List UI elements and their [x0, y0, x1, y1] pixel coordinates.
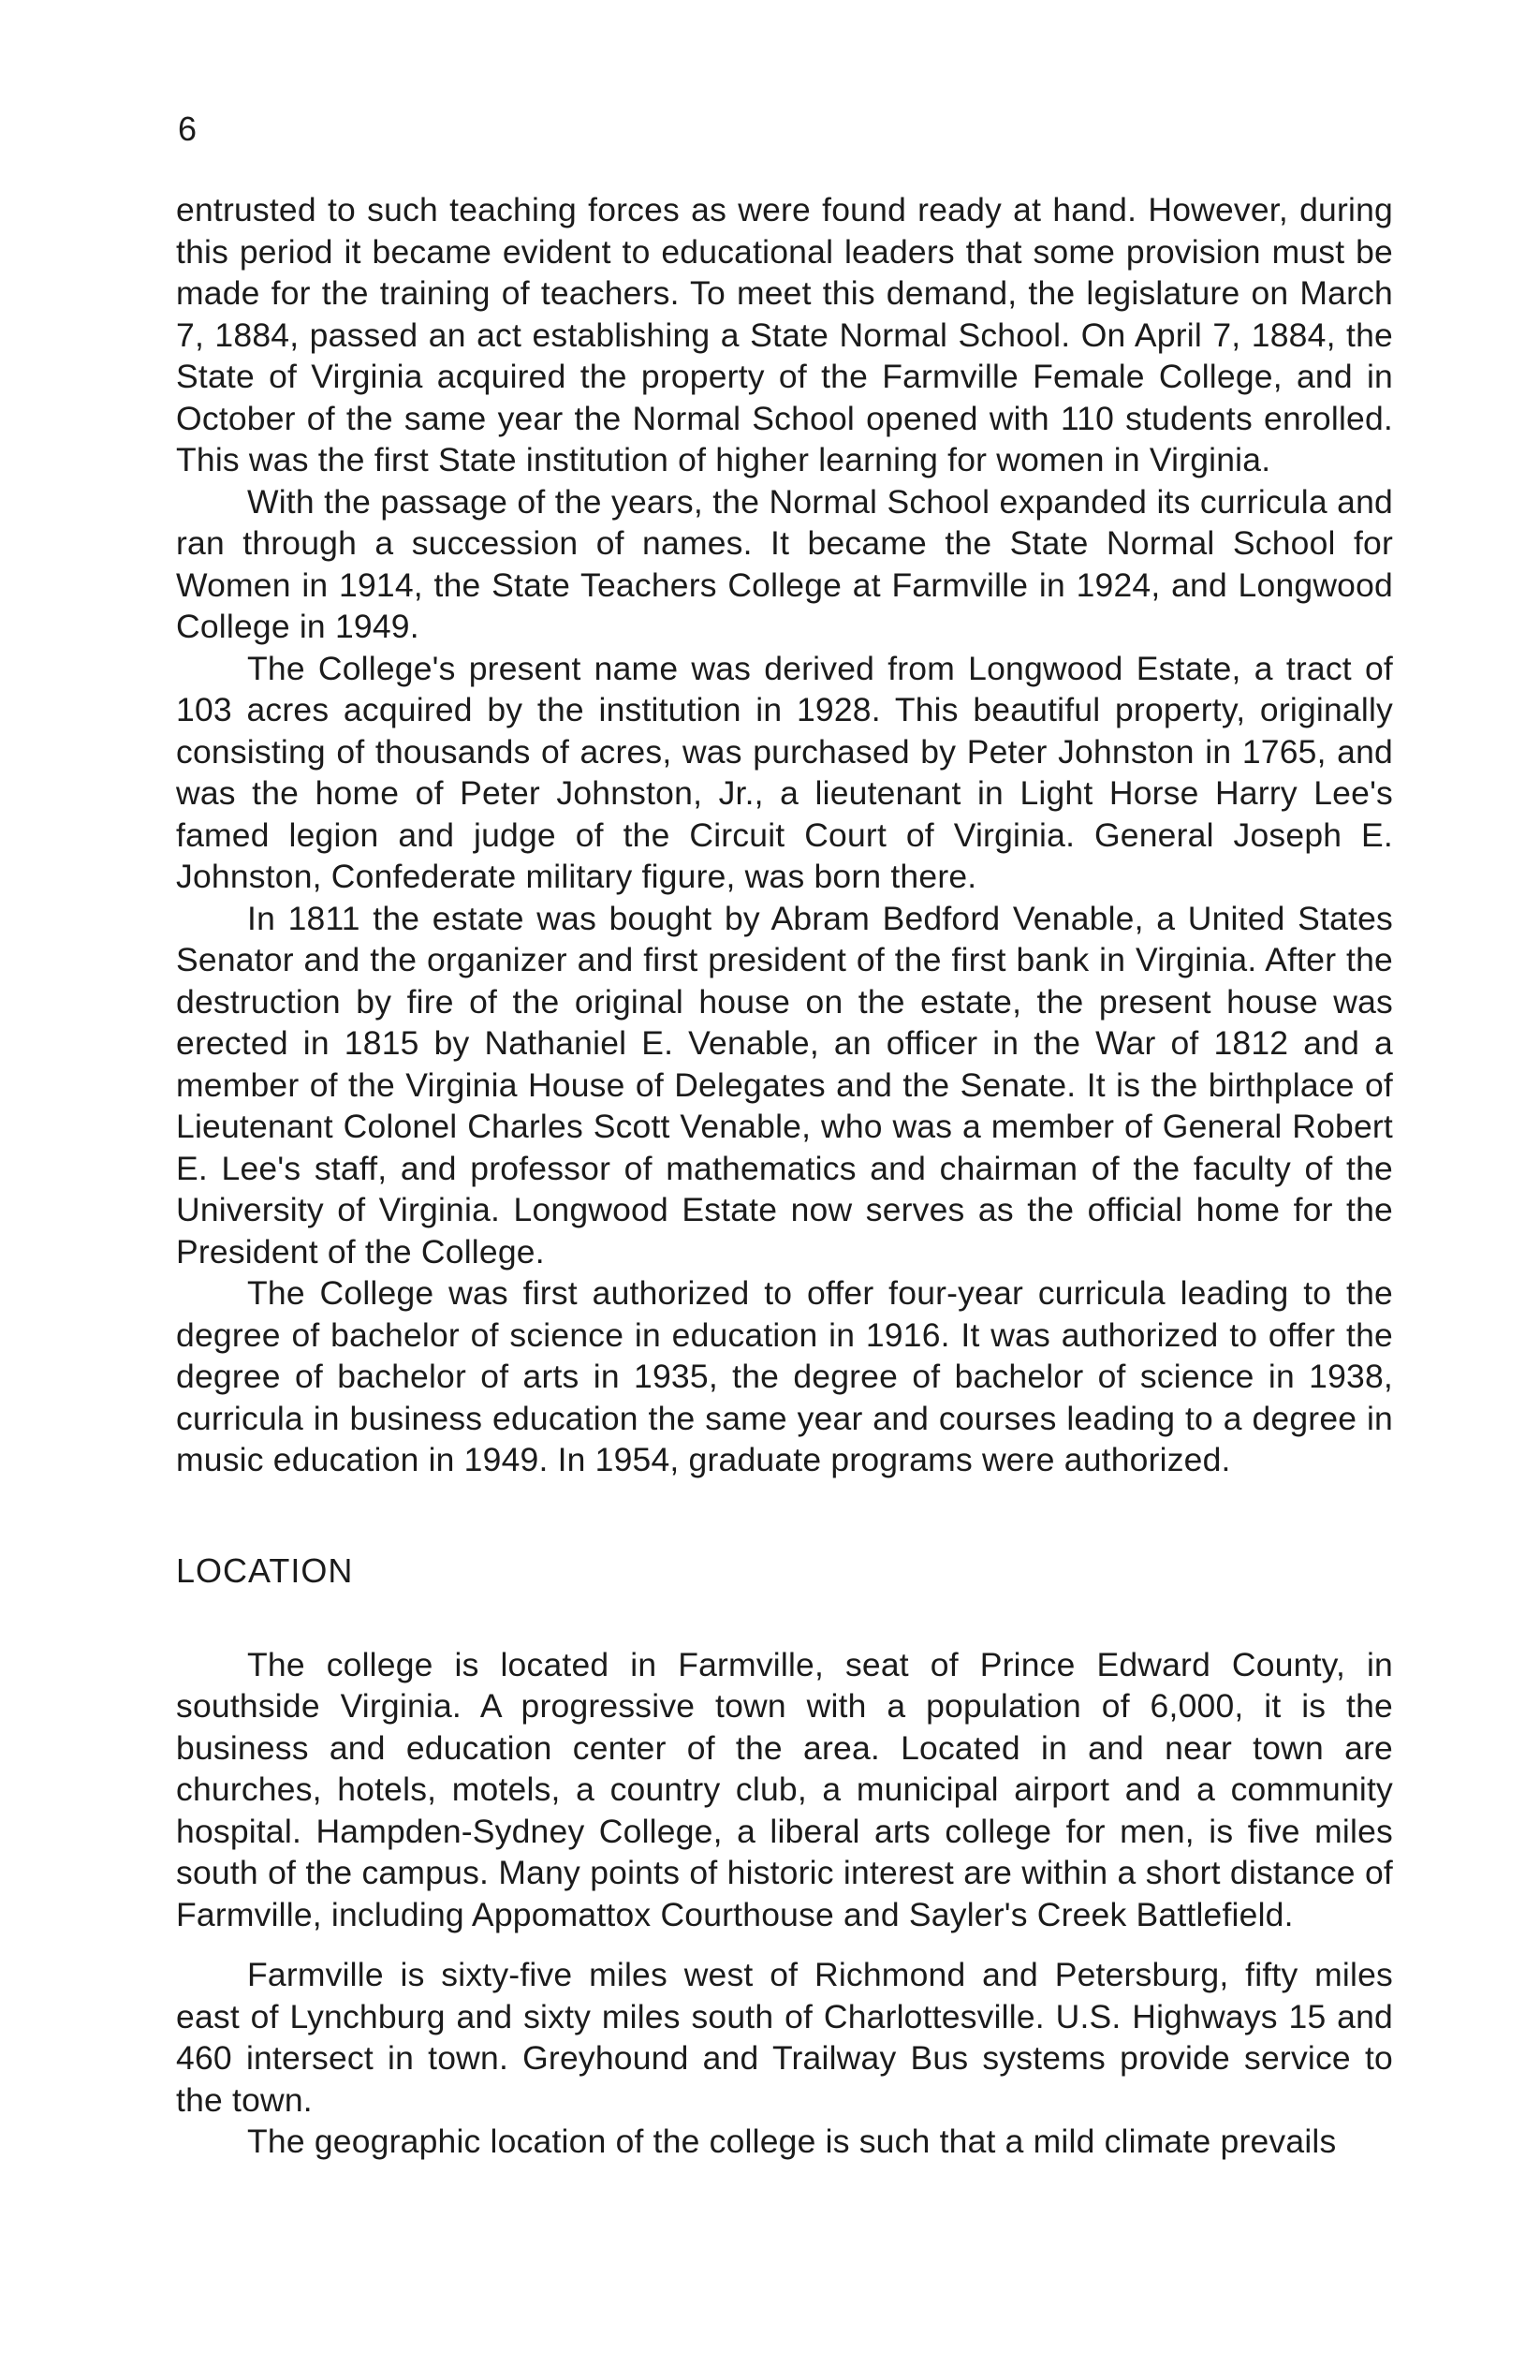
history-paragraph-2: With the passage of the years, the Normal School expanded its curricula and ran through a succession of names. It became the State Normal School for Women in 1914, the State Teachers College at Farmville in 1924, and Longwood College in 1949.	[176, 482, 1393, 645]
location-paragraph-3: The geographic location of the college is such that a mild climate prevails	[247, 2123, 1337, 2160]
text-column	[176, 189, 1393, 2163]
history-paragraph-3: The College's present name was derived from Longwood Estate, a tract of 103 acres acquired by the institution in 1928. This beautiful property, originally consisting of thousands of acres, was purchased by Peter Johnston in 1765, and was the home of Peter Johnston, Jr., a lieutenant in Light Horse Harry Lee's famed legion and judge of the Circuit Court of Virginia. General Joseph E. Johnston, Confederate military figure, was born there.	[176, 649, 1393, 895]
history-paragraph-4: In 1811 the estate was bought by Abram Bedford Venable, a United States Senator and the organizer and first president of the first bank in Virginia. After the destruction by fire of the original house on the estate, the present house was erected in 1815 by Nathaniel E. Venable, an officer in the War of 1812 and a member of the Virginia House of Delegates and the Senate. It is the birthplace of Lieutenant Colonel Charles Scott Venable, who was a member of General Robert E. Lee's staff, and professor of mathematics and chairman of the faculty of the University of Virginia. Longwood Estate now serves as the official home for the President of the College.	[176, 899, 1393, 1271]
page-number: 6	[178, 110, 198, 148]
history-paragraph-5: The College was first authorized to offer four-year curricula leading to the degree of bachelor of science in education in 1916. It was authorized to offer the degree of bachelor of arts in 1935, the degree of bachelor of science in 1938, curricula in business education the same year and courses leading to a degree in music education in 1949. In 1954, graduate programs were authorized.	[176, 1274, 1393, 1478]
location-heading: LOCATION	[176, 1550, 354, 1590]
history-paragraph-1: entrusted to such teaching forces as were found ready at hand. However, during this period it became evident to educational leaders that some provision must be made for the training of teachers. To meet this demand, the legislature on March 7, 1884, passed an act establishing a State Normal School. On April 7, 1884, the State of Virginia acquired the property of the Farmville Female College, and in October of the same year the Normal School opened with 110 students enrolled. This was the first State institution of higher learning for women in Virginia.	[176, 191, 1393, 478]
location-paragraph-1: The college is located in Farmville, seat of Prince Edward County, in southside Virginia. A progressive town with a population of 6,000, it is the business and education center of the area. Located in and near town are churches, hotels, motels, a country club, a municipal airport and a community hospital. Hampden-Sydney College, a liberal arts college for men, is five miles south of the campus. Many points of historic interest are within a short distance of Farmville, including Appomattox Courthouse and Sayler's Creek Battlefield.	[176, 1645, 1393, 1933]
location-paragraph-2: Farmville is sixty-five miles west of Richmond and Petersburg, fifty miles east of Lynchburg and sixty miles south of Charlottesville. U.S. Highways 15 and 460 intersect in town. Greyhound and Trailway Bus systems provide service to the town.	[176, 1956, 1393, 2119]
